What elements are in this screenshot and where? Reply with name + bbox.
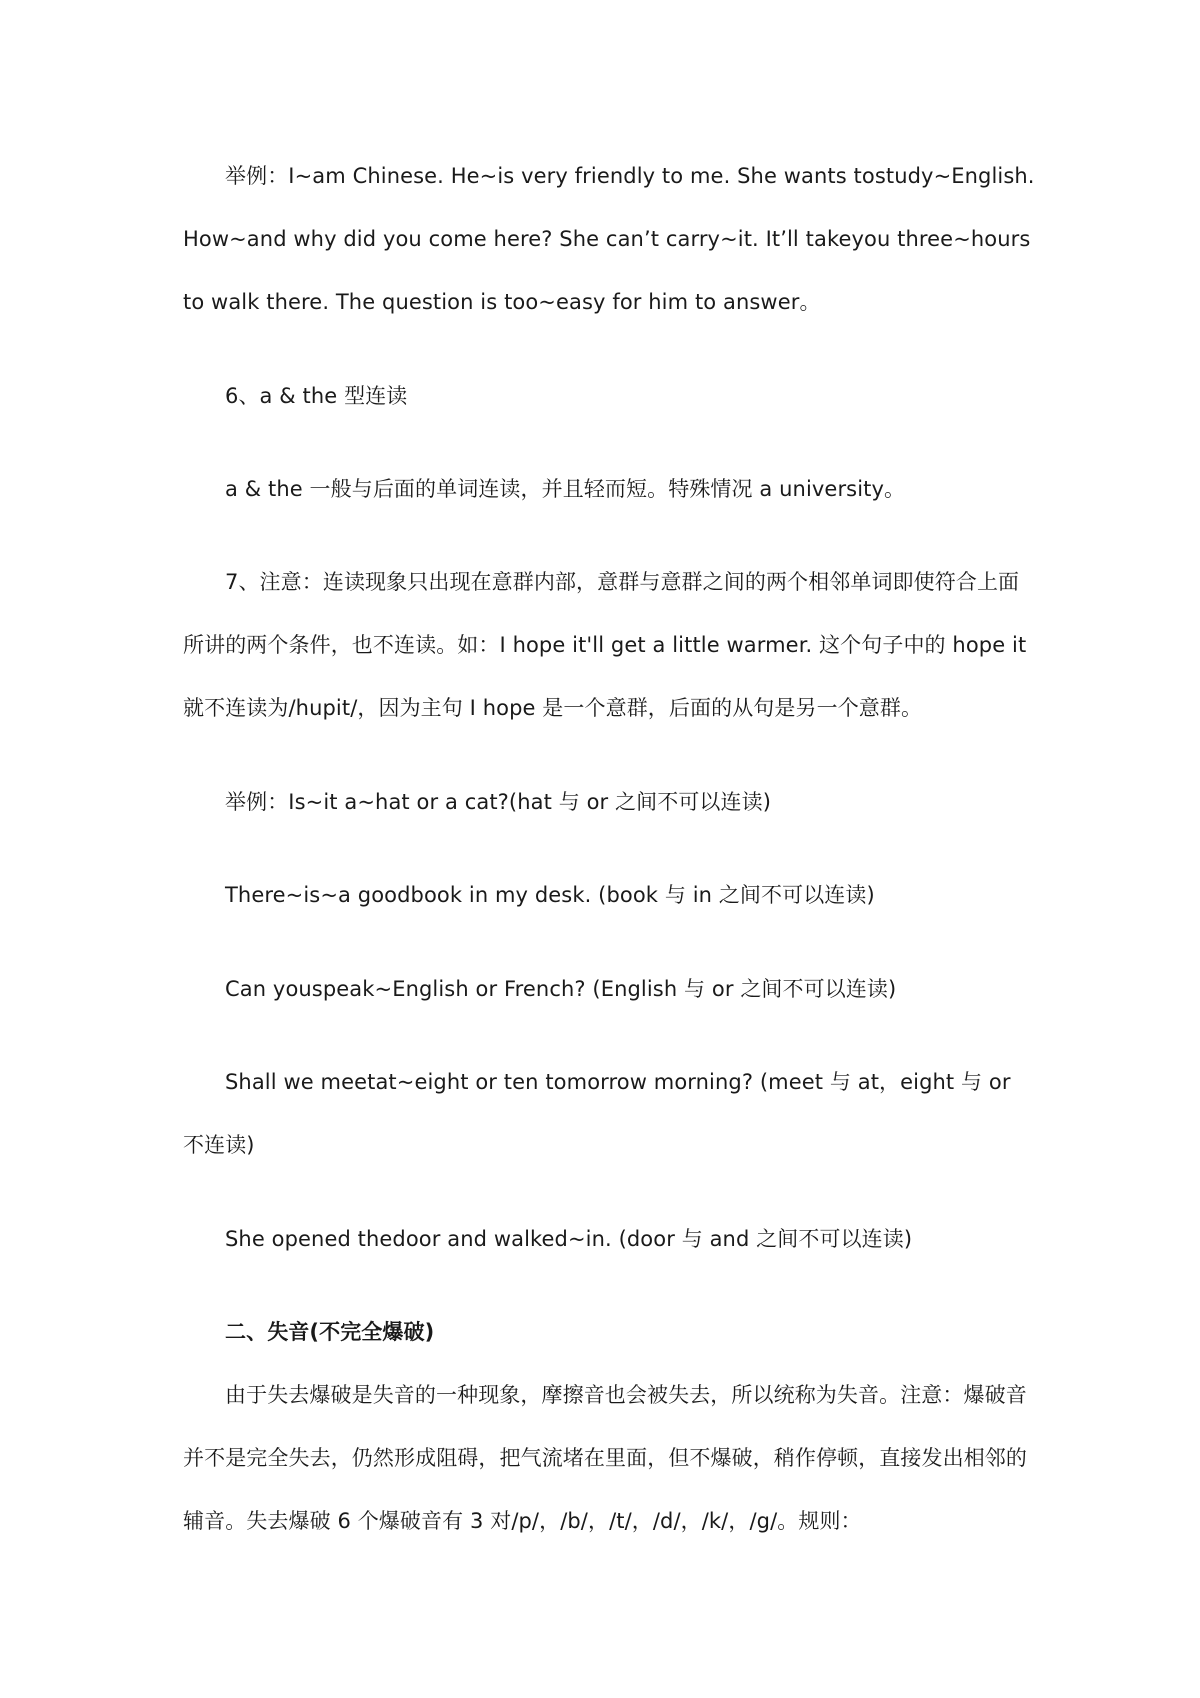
example-she-opened-the-door: She opened thedoor and walked~in. (door 与 and 之间不可以连读) [225,1227,913,1251]
section-6-text: a & the 一般与后面的单词连读，并且轻而短。特殊情况 a university。 [225,477,906,501]
section-2-paragraph-line-3: 辅音。失去爆破 6 个爆破音有 3 对/p/，/b/，/t/，/d/，/k/，/g/。规则： [183,1509,862,1533]
example-line-1: 举例：I~am Chinese. He~is very friendly to me. She wants tostudy~English. [225,164,1035,188]
example-shall-we-meet-line-1: Shall we meetat~eight or ten tomorrow morning? (meet 与 at，eight 与 or [225,1070,1011,1094]
section-7-line-3: 就不连读为/hupit/，因为主句 I hope 是一个意群，后面的从句是另一个意群。 [183,696,923,720]
example-is-it-a-hat: 举例：Is~it a~hat or a cat?(hat 与 or 之间不可以连读) [225,790,772,814]
section-2-paragraph-line-1: 由于失去爆破是失音的一种现象，摩擦音也会被失去，所以统称为失音。注意：爆破音 [225,1383,1027,1407]
section-7-line-1: 7、注意：连读现象只出现在意群内部，意群与意群之间的两个相邻单词即使符合上面 [225,570,1020,594]
section-2-heading: 二、失音(不完全爆破) [225,1320,435,1344]
section-6-heading: 6、a & the 型连读 [225,384,408,408]
section-2-paragraph-line-2: 并不是完全失去，仍然形成阻碍，把气流堵在里面，但不爆破，稍作停顿，直接发出相邻的 [183,1446,1027,1470]
example-there-is-a-book: There~is~a goodbook in my desk. (book 与 in 之间不可以连读) [225,883,875,907]
example-can-you-speak: Can youspeak~English or French? (English 与 or 之间不可以连读) [225,977,897,1001]
example-shall-we-meet-line-2: 不连读) [183,1133,255,1157]
section-7-line-2: 所讲的两个条件，也不连读。如：I hope it'll get a little warmer. 这个句子中的 hope it [183,633,1027,657]
example-line-2: How~and why did you come here? She can’t carry~it. It’ll takeyou three~hours [183,227,1031,251]
example-line-3: to walk there. The question is too~easy for him to answer。 [183,290,821,314]
